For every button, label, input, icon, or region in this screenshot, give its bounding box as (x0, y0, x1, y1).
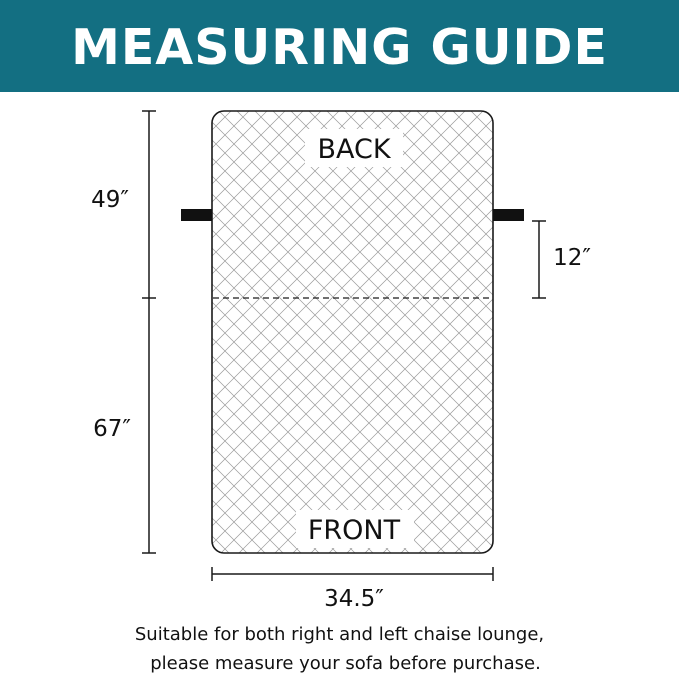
length-dimension-line (142, 111, 156, 553)
page-title: MEASURING GUIDE (71, 18, 608, 76)
back-label: BACK (317, 134, 391, 165)
cover-panel (212, 111, 493, 553)
caption-line-1: Suitable for both right and left chaise lounge, (134, 624, 545, 645)
strap-offset-label: 12″ (553, 245, 591, 271)
width-dimension-line (212, 567, 493, 581)
back-length-label: 49″ (91, 187, 129, 213)
width-label: 34.5″ (324, 586, 384, 612)
front-length-label: 67″ (93, 416, 131, 442)
left-strap (181, 209, 212, 221)
right-strap (493, 209, 524, 221)
caption-line-2: please measure your sofa before purchase. (150, 653, 541, 674)
strap-dimension-line (532, 221, 546, 298)
front-label: FRONT (307, 515, 401, 546)
